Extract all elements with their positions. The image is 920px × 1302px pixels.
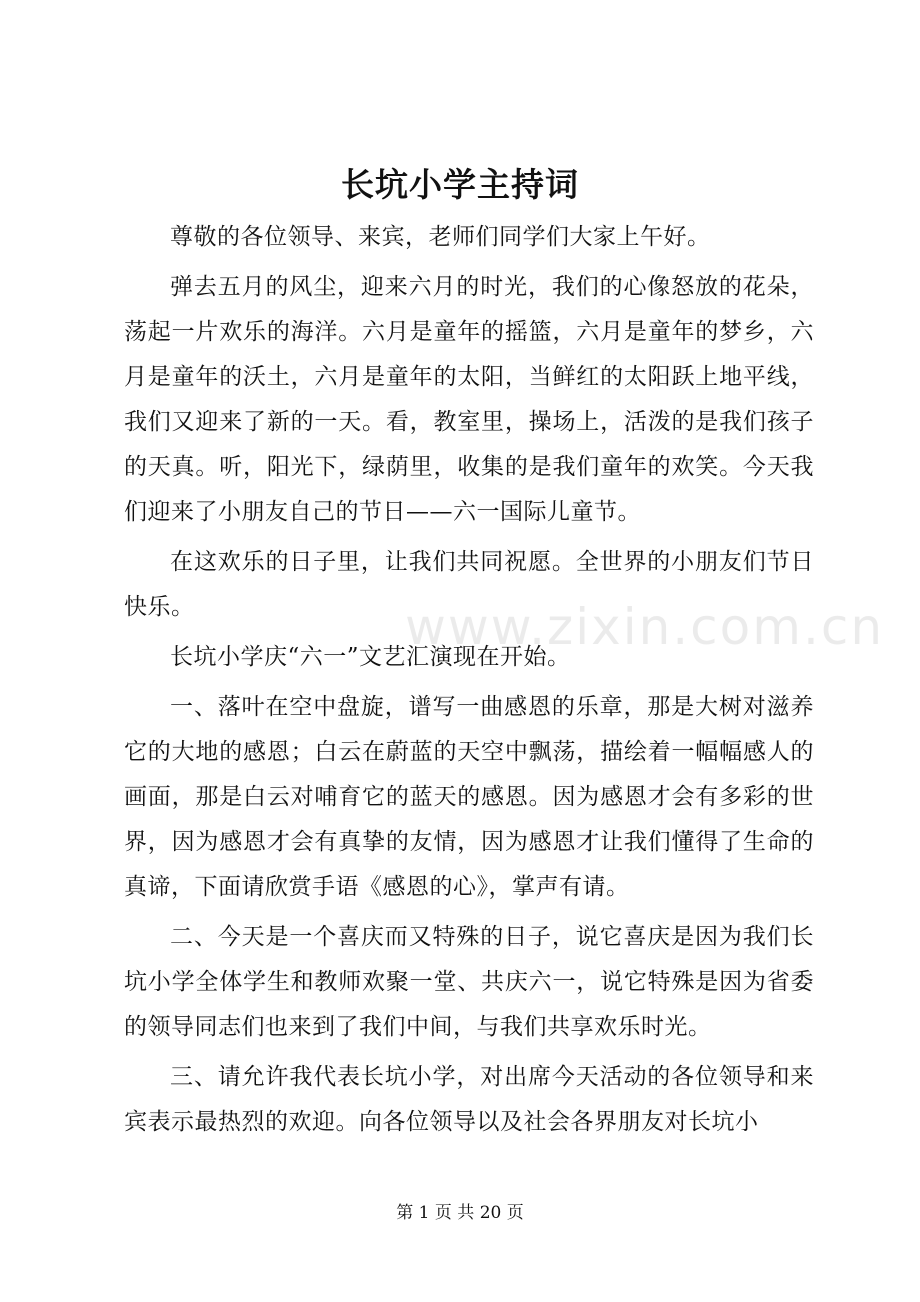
paragraph-start: 长坑小学庆“六一”文艺汇演现在开始。 xyxy=(170,644,571,670)
paragraph-greeting: 尊敬的各位领导、来宾，老师们同学们大家上午好。 xyxy=(170,224,711,250)
paragraph-item-1: 一、落叶在空中盘旋，谱写一曲感恩的乐章，那是大树对滋养它的大地的感恩；白云在蔚蓝的天空中飘荡，描绘着一幅幅感人的画面，那是白云对哺育它的蓝天的感恩。因为感恩才会有多彩的世界，因为感恩才会有真挚的友情，因为感恩才让我们懂得了生命的真谛，下面请欣赏手语《感恩的心》，掌声有请。 xyxy=(124,694,814,900)
page-footer: 第 1 页 共 20 页 xyxy=(396,1203,524,1223)
paragraph-item-2: 二、今天是一个喜庆而又特殊的日子，说它喜庆是因为我们长坑小学全体学生和教师欢聚一堂、共庆六一，说它特殊是因为省委的领导同志们也来到了我们中间，与我们共享欢乐时光。 xyxy=(124,924,814,1040)
document-title: 长坑小学主持词 xyxy=(341,165,579,204)
watermark: www.zixin.com.cn xyxy=(405,598,885,656)
document-body xyxy=(124,215,814,1150)
paragraph-opening: 弹去五月的风尘，迎来六月的时光，我们的心像怒放的花朵，荡起一片欢乐的海洋。六月是童年的摇篮，六月是童年的梦乡，六月是童年的沃土，六月是童年的太阳，当鲜红的太阳跃上地平线，我们又迎来了新的一天。看，教室里，操场上，活泼的是我们孩子的天真。听，阳光下，绿荫里，收集的是我们童年的欢笑。今天我们迎来了小朋友自己的节日——六一国际儿童节。 xyxy=(124,274,814,525)
paragraph-item-3: 三、请允许我代表长坑小学，对出席今天活动的各位领导和来宾表示最热烈的欢迎。向各位领导以及社会各界朋友对长坑小 xyxy=(124,1064,814,1135)
paragraph-wishes: 在这欢乐的日子里，让我们共同祝愿。全世界的小朋友们节日快乐。 xyxy=(124,549,814,620)
